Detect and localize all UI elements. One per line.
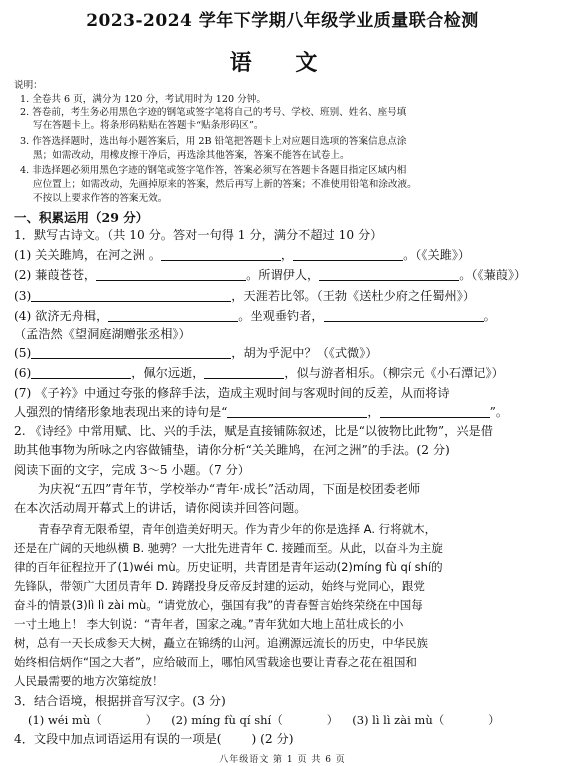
question-1-item-2: (2) 蒹葭苍苍， 。所谓伊人， 。（《蒹葭》） xyxy=(14,268,527,282)
question-1-item-1: (1) 关关雎鸠，在河之洲 。 ， 。（《关雎》） xyxy=(14,248,471,262)
passage-line: 律的百年征程拉开了(1)wéi mù。历史证明，共青团是青年运动(2)míng fù qí shí的 xyxy=(14,560,443,574)
question-1-item-4: (4) 欲济无舟楫， 。坐观垂钓者， 。 xyxy=(14,309,496,323)
passage-line: 先锋队，带领广大团员青年 D. 踌躇投身反帝反封建的运动，始终与党同心，跟党 xyxy=(14,579,425,593)
passage-line: 还是在广阔的天地纵横 B. 驰骋？一大批先进青年 C. 接踵而至。从此，以奋斗为主旋 xyxy=(14,541,443,555)
question-3-answers: (1) wéi mù（ ） (2) míng fù qí shí（ ） (3) lì lì zài mù（ ） xyxy=(28,713,500,727)
passage-line: 始终相信炳作“国之大者”，应给破而上，哪怕风雪载途也要让青春之花在祖国和 xyxy=(14,655,417,669)
question-1-item-5: (5) ，胡为乎泥中？（《式微》） xyxy=(14,346,378,360)
passage-line: 青春孕育无限希望，青年创造美好明天。作为青少年的你是选择 A. 行将就木， xyxy=(38,522,437,536)
note-line: 写在答题卡上。将条形码粘贴在答题卡“贴条形码区”。 xyxy=(33,120,264,131)
question-2-cont: 助其他事物为所咏之内容做铺垫，请你分析“关关雎鸠，在河之洲”的手法。(2 分) xyxy=(14,443,450,457)
answer-blank[interactable] xyxy=(319,268,459,281)
reading-paragraph: 为庆祝“五四”青年节，学校举办“青年·成长”活动周，下面是校团委老师 xyxy=(38,482,421,496)
note-line: 应位置上；如需改动，先画掉原来的答案，然后再写上新的答案；不准使用铅笔和涂改液。 xyxy=(33,179,417,190)
answer-blank[interactable] xyxy=(324,309,484,322)
reading-intro: 阅读下面的文字，完成 3～5 小题。（7 分） xyxy=(14,463,250,477)
note-line: 4. 非选择题必须用黑色字迹的钢笔或签字笔作答，答案必须写在答题卡各题目指定区域内相 xyxy=(20,165,407,176)
note-line: 1. 全卷共 6 页，满分为 120 分，考试用时为 120 分钟。 xyxy=(20,94,266,105)
subject-title: 语 文 xyxy=(229,50,336,76)
question-1-intro: 1．默写古诗文。（共 10 分。答对一句得 1 分，满分不超过 10 分） xyxy=(14,228,383,242)
question-1-item-4-source: （孟浩然《望洞庭湖赠张丞相》） xyxy=(14,327,191,341)
note-line: 2. 答卷前，考生务必用黑色字迹的钢笔或签字笔将自己的考号、学校、班别、姓名、座号填 xyxy=(20,107,407,118)
answer-blank[interactable] xyxy=(161,248,281,261)
page-footer: 八年级语文 第 1 页 共 6 页 xyxy=(219,755,346,765)
note-line: 3. 作答选择题时，选出每小题答案后，用 2B 铅笔把答题卡上对应题目选项的答案信息点涂 xyxy=(20,136,407,147)
question-2: 2. 《诗经》中常用赋、比、兴的手法，赋是直接铺陈叙述，比是“以彼物比此物”，兴是借 xyxy=(14,424,493,438)
section-heading: 一、积累运用（29 分） xyxy=(14,210,149,225)
question-1-item-6: (6) ，佩尔远逝， ，似与游者相乐。（柳宗元《小石潭记》） xyxy=(14,366,504,380)
passage-line: 树，总有一天长成参天大树，矗立在锦绣的山河。追溯源远流长的历史，中华民族 xyxy=(14,636,428,650)
passage-line: 奋斗的情景(3)lì lì zài mù。“请党放心，强国有我”的青春誓言始终荣绕在中国每 xyxy=(14,598,423,612)
answer-blank[interactable] xyxy=(96,268,246,281)
answer-blank[interactable] xyxy=(380,405,490,418)
answer-blank[interactable] xyxy=(227,405,367,418)
question-1-item-3: (3) ，天涯若比邻。（王勃《送杜少府之任蜀州》） xyxy=(14,289,476,303)
answer-blank[interactable] xyxy=(293,248,403,261)
question-1-item-7-cont: 人强烈的情绪形象地表现出来的诗句是“ ， ”。 xyxy=(14,405,509,419)
note-line: 不按以上要求作答的答案无效。 xyxy=(33,193,168,204)
question-1-item-7: (7) 《子衿》中通过夸张的修辞手法，造成主观时间与客观时间的反差，从而将诗 xyxy=(14,386,450,400)
answer-blank[interactable] xyxy=(31,289,231,302)
answer-blank[interactable] xyxy=(31,366,131,379)
question-3: 3．结合语境，根据拼音写汉字。(3 分) xyxy=(14,694,226,708)
passage-line: 人民最需要的地方次第绽放！ xyxy=(14,674,164,688)
notes-label: 说明： xyxy=(14,80,43,91)
exam-title: 2023-2024 学年下学期八年级学业质量联合检测 xyxy=(86,11,479,31)
question-4: 4．文段中加点词语运用有误的一项是( ) (2 分) xyxy=(14,732,294,746)
answer-blank[interactable] xyxy=(108,309,238,322)
reading-paragraph: 在本次活动周开幕式上的讲话，请你阅读并回答问题。 xyxy=(14,501,307,515)
answer-blank[interactable] xyxy=(204,366,284,379)
note-line: 黑；如需改动，用橡皮擦干净后，再选涂其他答案，答案不能答在试卷上。 xyxy=(33,150,350,161)
passage-line: 一寸土地上！ 李大钊说：“青年者，国家之魂。”青年犹如大地上茁壮成长的小 xyxy=(14,617,404,631)
answer-blank[interactable] xyxy=(31,346,231,359)
